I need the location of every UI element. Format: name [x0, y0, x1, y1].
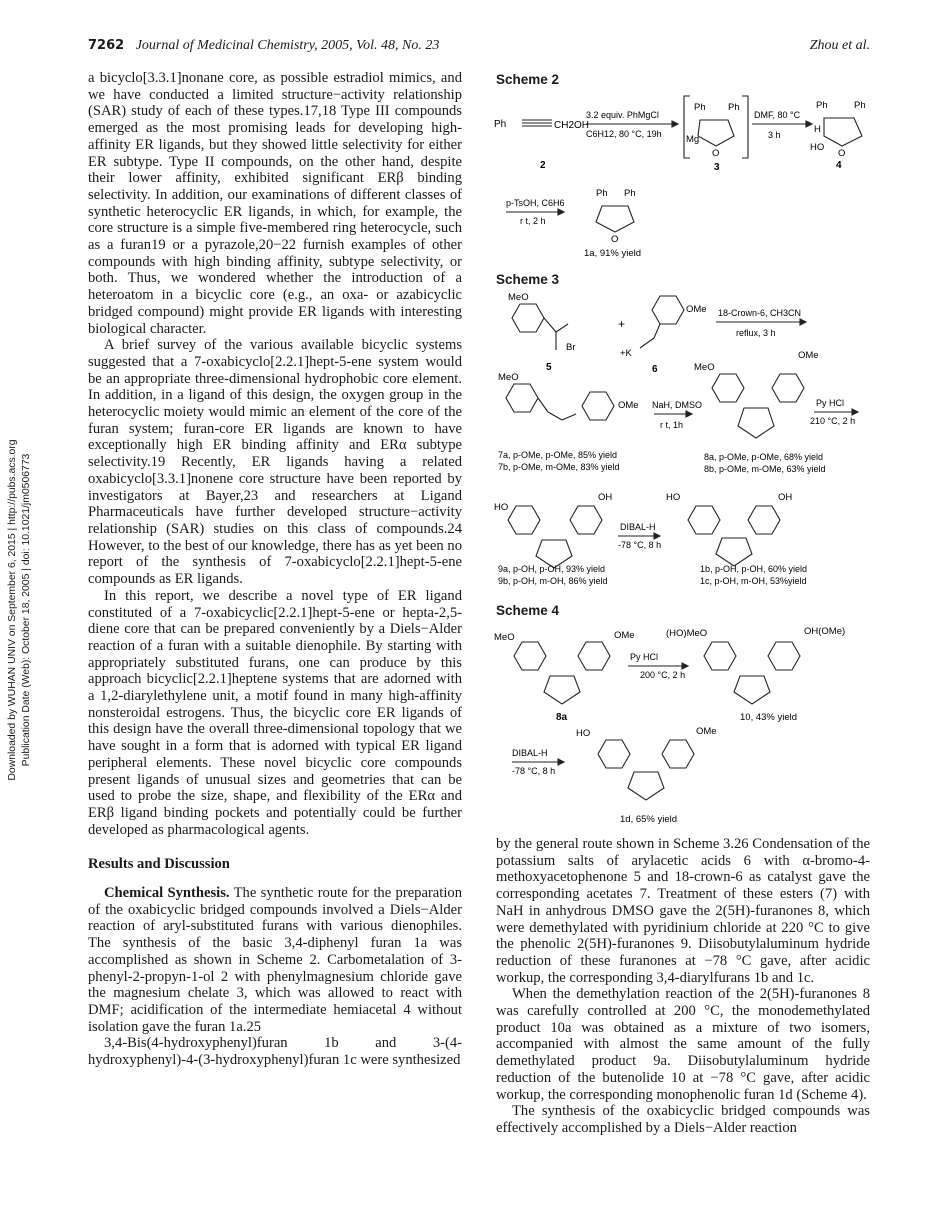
scheme3-ome-8: OMe: [798, 350, 819, 361]
scheme2-ph: Ph: [494, 119, 507, 130]
scheme2-o: O: [712, 148, 720, 159]
scheme2-ph-a: Ph: [694, 102, 706, 113]
scheme3-label-7b: 7b, p-OMe, m-OMe, 83% yield: [498, 462, 620, 472]
scheme2-cond3-bot: r t, 2 h: [520, 216, 546, 226]
scheme3-ho-9: HO: [494, 502, 509, 513]
scheme4-label-1d: 1d, 65% yield: [620, 814, 678, 825]
scheme4-cond1-top: Py HCl: [630, 652, 659, 662]
scheme2-ch2oh: CH2OH: [554, 120, 590, 131]
scheme3-ho-1b: HO: [666, 492, 681, 503]
scheme3-cond1-top: 18-Crown-6, CH3CN: [718, 308, 802, 318]
journal-citation: Journal of Medicinal Chemistry, 2005, Vol. 48, No. 23: [135, 38, 440, 53]
scheme4-meo: MeO: [494, 632, 515, 643]
scheme4-ome-1d: OMe: [696, 726, 717, 737]
scheme3-label-6: 6: [652, 364, 658, 375]
paragraph-lead: Chemical Synthesis.: [104, 885, 230, 902]
paragraph: a bicyclo[3.3.1]nonane core, as possible estradiol mimics, and we have conducted a limited structure−activity relationship (SAR) study of each of these types.17,18 Type III compounds emerged as the most promising leads for developing high-affinity ER ligands, but they showed little selectivity for either ER subtype. Type II compounds, on the other hand, despite their lower affinity, exhibited significant ERβ binding selectivity. In addition, our examinations of different classes of synthetic heterocyclic ER ligands, in which, for example, the core structure is a simple five-membered ring heterocycle, such as a furan19 or a pyrazole,20−22 furnish examples of other compounds with high binding affinity, subtype selectivity, or both. Thus, we wondered whether the introduction of a heteroatom in a bicyclic core (e.g., an oxa- or azabicyclic bridged compound) might provide ER ligands with interesting biological character.: [88, 70, 462, 337]
scheme2-label-2: 2: [540, 160, 546, 171]
scheme3-cond4-bot: -78 °C, 8 h: [618, 540, 662, 550]
scheme2-ph-f: Ph: [624, 188, 636, 199]
running-header: [88, 38, 870, 58]
paragraph: When the demethylation reaction of the 2(5H)-furanones 8 was carefully controlled at 200 °C, the monodemethylated product 10a was obtained as a mixture of two isomers, accompanied with almost the same amount of the fully demethylated product 9a. Diisobutylaluminum hydride reduction of the butenolide 10 at −78 °C gave, after acidic workup, the corresponding monophenolic furan 1d (Scheme 4).: [496, 986, 870, 1103]
scheme2-label-3: 3: [714, 162, 720, 173]
paragraph: A brief survey of the various available bicyclic systems suggested that a 7-oxabicyclo[2.2.1]hept-5-ene system would be an appropriate three-dimensional hydrophobic core element. In addition, in a ligand of this design, the oxygen group in the heterocyclic moiety would mimic an element of the core of the furan system; furan-core ER ligands are known to have exceptionally high ER binding affinity and ERα subtype selectivity.19 Recently, ER ligands having a related oxabicyclo[3.3.1]nonene core structure have been reported by investigators at Bayer,23 and researchers at Ligand Pharmaceuticals have further developed structure−activity relationship (SAR) studies on this class of compounds.24 However, to the best of our knowledge, there has as yet been no report of the synthesis of 7-oxabicyclo[2.2.1]hept-5-ene compounds as ER ligands.: [88, 337, 462, 588]
right-column: [496, 836, 870, 1137]
scheme3-cond3-top: Py HCl: [816, 398, 845, 408]
scheme2-ph-c: Ph: [816, 100, 828, 111]
scheme3-label-8a: 8a, p-OMe, p-OMe, 68% yield: [704, 452, 824, 462]
scheme4-cond2-top: DIBAL-H: [512, 748, 548, 758]
scheme2-cond1-top: 3.2 equiv. PhMgCl: [586, 110, 659, 120]
scheme2-cond2-top: DMF, 80 °C: [754, 110, 801, 120]
scheme4-cond1-bot: 200 °C, 2 h: [640, 670, 686, 680]
scheme-4-figure: [490, 620, 880, 830]
scheme3-cond1-bot: reflux, 3 h: [736, 328, 776, 338]
scheme3-label-1c: 1c, p-OH, m-OH, 53%yield: [700, 576, 807, 586]
scheme3-label-7a: 7a, p-OMe, p-OMe, 85% yield: [498, 450, 618, 460]
scheme4-ome: OMe: [614, 630, 635, 641]
paragraph-text: The synthetic route for the preparation of the oxabicyclic bridged compounds involved a Diels−Alder reaction of aryl-substituted furans with various dienophiles. The synthesis of the basic 3,4-diphenyl furan 1a was accomplished as shown in Scheme 2. Carbometalation of 3-phenyl-2-propyn-1-ol 2 with phenylmagnesium chloride gave the magnesium chelate 3, which was allowed to react with DMF; acidification of the intermediate hemiacetal 4 without isolation gave the furan 1a.25: [88, 885, 462, 1035]
scheme2-ph-d: Ph: [854, 100, 866, 111]
scheme2-o-1a: O: [611, 234, 619, 245]
scheme2-ph-e: Ph: [596, 188, 608, 199]
scheme3-br: Br: [566, 342, 576, 353]
scheme3-meo-7: MeO: [498, 372, 519, 383]
scheme4-label-8a: 8a: [556, 712, 568, 723]
scheme-2-figure: [490, 88, 880, 268]
scheme4-ohome: OH(OMe): [804, 626, 846, 637]
scheme3-cond2-bot: r t, 1h: [660, 420, 684, 430]
scheme-3-title: Scheme 3: [496, 272, 560, 287]
watermark-line-1: Downloaded by WUHAN UNIV on September 6, 2015 | http://pubs.acs.org: [7, 439, 18, 781]
scheme3-ome-6: OMe: [686, 304, 707, 315]
scheme2-h: H: [814, 124, 821, 135]
scheme4-cond2-bot: -78 °C, 8 h: [512, 766, 556, 776]
scheme3-cond2-top: NaH, DMSO: [652, 400, 703, 410]
scheme4-label-10: 10, 43% yield: [740, 712, 798, 723]
scheme2-label-4: 4: [836, 160, 842, 171]
scheme2-label-1a: 1a, 91% yield: [584, 248, 642, 259]
scheme3-label-9b: 9b, p-OH, m-OH, 86% yield: [498, 576, 608, 586]
scheme2-ph-b: Ph: [728, 102, 740, 113]
scheme3-ome-7: OMe: [618, 400, 639, 411]
scheme3-oh-9: OH: [598, 492, 613, 503]
paragraph: 3,4-Bis(4-hydroxyphenyl)furan 1b and 3-(4-hydroxyphenyl)-4-(3-hydroxyphenyl)furan 1c were synthesized: [88, 1035, 462, 1069]
scheme3-oh-1b: OH: [778, 492, 793, 503]
scheme3-cond4-top: DIBAL-H: [620, 522, 656, 532]
scheme3-label-8b: 8b, p-OMe, m-OMe, 63% yield: [704, 464, 826, 474]
scheme3-label-9a: 9a, p-OH, p-OH, 93% yield: [498, 564, 606, 574]
scheme2-mg: Mg: [686, 134, 700, 145]
page-number: 7262: [88, 38, 125, 53]
left-column: [88, 70, 462, 1069]
running-authors: Zhou et al.: [809, 38, 870, 53]
scheme2-ho: HO: [810, 142, 825, 153]
scheme3-meo-5: MeO: [508, 292, 529, 303]
scheme3-cond3-bot: 210 °C, 2 h: [810, 416, 856, 426]
download-watermark: [6, 430, 52, 1090]
scheme3-k: +K: [620, 348, 632, 359]
scheme-3-figure: [490, 288, 880, 594]
section-heading: Results and Discussion: [88, 856, 230, 873]
scheme3-label-1b: 1b, p-OH, p-OH, 60% yield: [700, 564, 808, 574]
paragraph: [88, 885, 462, 1035]
watermark-line-2: Publication Date (Web): October 18, 2005 | doi: 10.1021/jm0506773: [21, 453, 32, 767]
paragraph: The synthesis of the oxabicyclic bridged compounds was effectively accomplished by a Diels−Alder reaction: [496, 1103, 870, 1136]
scheme3-meo-8: MeO: [694, 362, 715, 373]
scheme4-homeo: (HO)MeO: [666, 628, 708, 639]
scheme2-cond3-top: p-TsOH, C6H6: [506, 198, 565, 208]
paragraph: by the general route shown in Scheme 3.26 Condensation of the potassium salts of arylacetic acids 6 with α-bromo-4-methoxyacetophenone 5 and 18-crown-6 as catalyst gave the corresponding acetates 7. Treatment of these esters (7) with NaH in anhydrous DMSO gave the 2(5H)-furanones 8, which were demethylated with pyridinium chloride at 220 °C to give the phenolic 2(5H)-furanones 9. Diisobutylaluminum hydride reduction of these furanones at −78 °C gave, after acidic workup, the corresponding 3,4-diarylfurans 1b and 1c.: [496, 836, 870, 986]
scheme-4-title: Scheme 4: [496, 603, 560, 618]
scheme-2-title: Scheme 2: [496, 72, 560, 87]
scheme3-plus: +: [618, 317, 626, 331]
paragraph: In this report, we describe a novel type of ER ligand constituted of a 7-oxabicyclic[2.2.1]hept-5-ene or hepta-2,5-diene core that can be prepared conveniently by a Diels−Alder reaction of a furan with a suitable dienophile. By starting with appropriately substituted furans, one can produce by this approach bicyclic[2.2.1]heptene systems that are adorned with a 1,2-diarylethylene unit, a motif found in many high-affinity nonsteroidal estrogens. Thus, the bicyclic core ER ligands of this design have the overall three-dimensional topology that we have sought in a form that is adorned with typical ER ligand peripheral elements. These novel bicyclic core compounds present ligands of unusual sizes and geometries that can be used to probe the size, shape, and flexibility of the ERα and ERβ ligand binding pockets and potentially could be further developed as pharmacological agents.: [88, 587, 462, 838]
scheme4-ho: HO: [576, 728, 591, 739]
scheme2-o-4: O: [838, 148, 846, 159]
scheme3-label-5: 5: [546, 362, 552, 373]
scheme2-cond1-bot: C6H12, 80 °C, 19h: [586, 129, 662, 139]
scheme2-cond2-bot: 3 h: [768, 130, 781, 140]
